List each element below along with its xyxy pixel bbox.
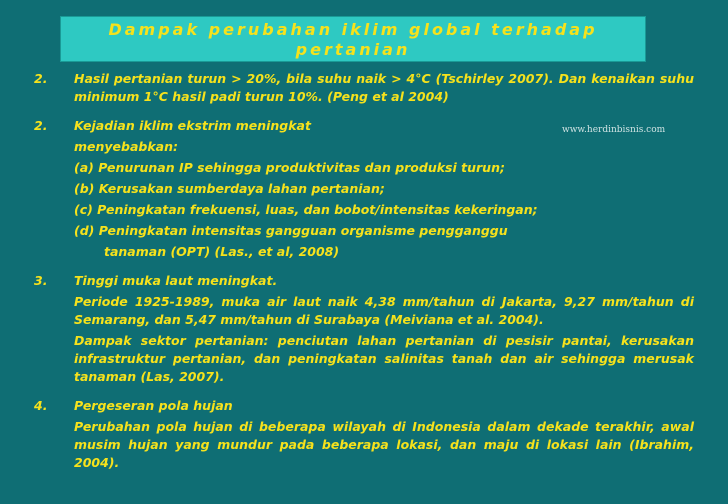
content-list bbox=[34, 70, 694, 483]
item-line: (a) Penurunan IP sehingga produktivitas dan produksi turun; bbox=[74, 160, 505, 175]
list-item-4 bbox=[34, 397, 694, 472]
item-number: 2. bbox=[34, 118, 48, 133]
item-line: Kejadian iklim ekstrim meningkat bbox=[74, 118, 311, 133]
list-item-2 bbox=[34, 117, 694, 261]
item-body bbox=[74, 272, 694, 386]
item-line: tanaman (OPT) (Las., et al, 2008) bbox=[104, 244, 340, 259]
item-body bbox=[74, 397, 694, 472]
item-body bbox=[74, 117, 694, 261]
list-item-1 bbox=[34, 70, 694, 106]
item-number: 2. bbox=[34, 71, 48, 86]
item-text: Hasil pertanian turun > 20%, bila suhu naik > 4°C (Tschirley 2007). Dan kenaikan suhu minimum 1°C hasil padi turun 10%. (Peng et al 2004) bbox=[74, 71, 694, 104]
item-number: 4. bbox=[34, 398, 48, 413]
item-line: (b) Kerusakan sumberdaya lahan pertanian; bbox=[74, 181, 385, 196]
watermark: www.herdinbisnis.com bbox=[562, 125, 666, 135]
item-line: (d) Peningkatan intensitas gangguan organisme pengganggu bbox=[74, 223, 508, 238]
item-line: Periode 1925-1989, muka air laut naik 4,38 mm/tahun di Jakarta, 9,27 mm/tahun di Semarang, dan 5,47 mm/tahun di Surabaya (Meiviana et al. 2004). bbox=[74, 294, 694, 327]
item-number: 3. bbox=[34, 273, 48, 288]
title-box bbox=[60, 16, 646, 62]
list-item-3 bbox=[34, 272, 694, 386]
item-line: menyebabkan: bbox=[74, 139, 179, 154]
slide-title: Dampak perubahan iklim global terhadap pertanian bbox=[108, 20, 598, 59]
item-line: Dampak sektor pertanian: penciutan lahan pertanian di pesisir pantai, kerusakan infrastruktur pertanian, dan peningkatan salinitas tanah dan air sehingga merusak tanaman (Las, 2007). bbox=[74, 333, 694, 384]
item-line: Pergeseran pola hujan bbox=[74, 398, 233, 413]
item-line: Perubahan pola hujan di beberapa wilayah di Indonesia dalam dekade terakhir, awal musim hujan yang mundur pada beberapa lokasi, dan maju di lokasi lain (Ibrahim, 2004). bbox=[74, 419, 694, 470]
item-line: (c) Peningkatan frekuensi, luas, dan bobot/intensitas kekeringan; bbox=[74, 202, 538, 217]
item-line: Tinggi muka laut meningkat. bbox=[74, 273, 278, 288]
